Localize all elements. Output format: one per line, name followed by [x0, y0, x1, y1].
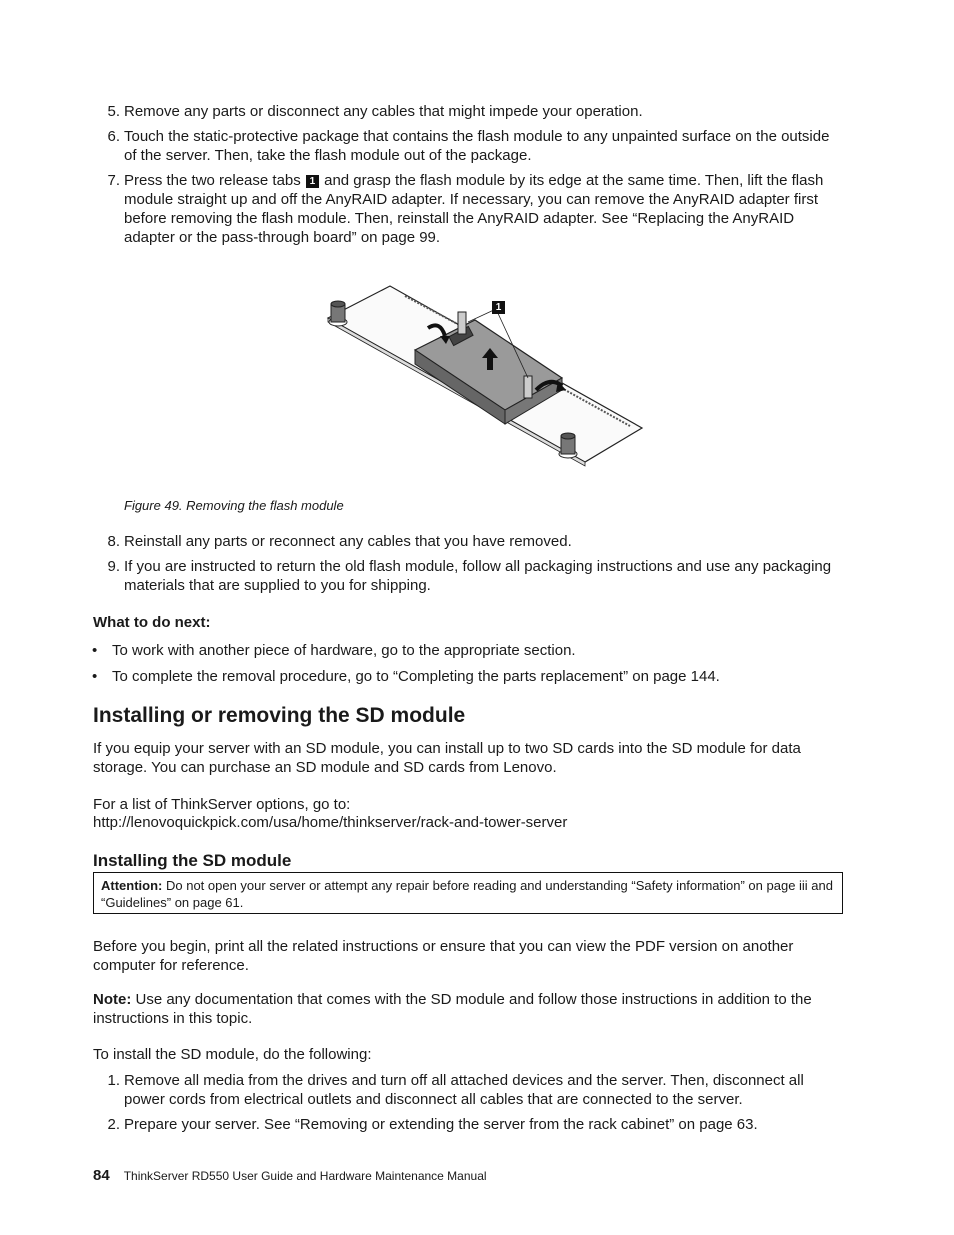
- step-text: [124, 171, 846, 247]
- step-text: Touch the static-protective package that contains the flash module to any unpainted surface on the outside of the server. Then, take the flash module out of the package.: [124, 128, 830, 164]
- callout-marker: 1: [306, 175, 319, 188]
- bullet-text: To work with another piece of hardware, go to the appropriate section.: [112, 642, 576, 659]
- section-title: Installing or removing the SD module: [93, 704, 466, 727]
- figure-callout-marker: 1: [492, 301, 505, 314]
- before-begin: Before you begin, print all the related instructions or ensure that you can view the PDF version on another computer for reference.: [93, 938, 794, 974]
- step-number: 6.: [107, 128, 120, 145]
- bullet-text: To complete the removal procedure, go to “Completing the parts replacement” on page 144.: [112, 668, 720, 685]
- bullet-dot: •: [92, 668, 98, 685]
- subsection-title: Installing the SD module: [93, 851, 292, 870]
- step-number: 5.: [107, 103, 120, 120]
- attention-label: Attention:: [101, 878, 163, 893]
- flash-module-illustration: [300, 278, 660, 478]
- step-text: Reinstall any parts or reconnect any cables that you have removed.: [124, 533, 572, 550]
- step-number: 1.: [107, 1072, 120, 1089]
- step-text-after: and grasp the flash module by its edge at the same time. Then, lift the flash module straight up and off the AnyRAID adapter. If necessary, you can remove the AnyRAID adapter first before removing the flash module. Then, reinstall the AnyRAID adapter. See “Replacing the AnyRAID adapter or the pass-through board” on page 99.: [124, 172, 824, 246]
- page-number: 84: [93, 1167, 110, 1184]
- what-next-heading: What to do next:: [93, 614, 211, 631]
- step-text: Remove any parts or disconnect any cables that might impede your operation.: [124, 103, 643, 120]
- thumbscrew-left: [329, 301, 347, 326]
- step-number: 7.: [107, 172, 120, 189]
- options-line: For a list of ThinkServer options, go to:: [93, 796, 351, 813]
- attention-text: Do not open your server or attempt any repair before reading and understanding “Safety information” on page iii and “Guidelines” on page 61.: [101, 878, 833, 910]
- attention-box: [93, 872, 843, 914]
- options-url: http://lenovoquickpick.com/usa/home/thinkserver/rack-and-tower-server: [93, 814, 568, 831]
- bullet-dot: •: [92, 642, 98, 659]
- note-label: Note:: [93, 991, 132, 1008]
- step-number: 2.: [107, 1116, 120, 1133]
- flash-module-figure: [300, 278, 660, 478]
- step-number: 8.: [107, 533, 120, 550]
- footer-title: ThinkServer RD550 User Guide and Hardware Maintenance Manual: [123, 1169, 487, 1183]
- step-text: If you are instructed to return the old flash module, follow all packaging instructions and use any packaging materials that are supplied to you for shipping.: [124, 558, 832, 594]
- step-text-before: Press the two release tabs: [124, 172, 301, 189]
- section-intro: If you equip your server with an SD module, you can install up to two SD cards into the SD module for data storage. You can purchase an SD module and SD cards from Lenovo.: [93, 740, 801, 776]
- step-text: Remove all media from the drives and turn off all attached devices and the server. Then, disconnect all power cords from electrical outlets and disconnect all cables that are connected to the server.: [124, 1072, 804, 1108]
- thumbscrew-right: [559, 433, 577, 458]
- lead-in: To install the SD module, do the following:: [93, 1046, 372, 1063]
- figure-caption: Figure 49. Removing the flash module: [124, 498, 344, 513]
- page-footer: [93, 1166, 487, 1186]
- note: [93, 990, 853, 1028]
- step-number: 9.: [107, 558, 120, 575]
- step-text: Prepare your server. See “Removing or extending the server from the rack cabinet” on page 63.: [124, 1116, 758, 1133]
- note-text: Use any documentation that comes with the SD module and follow those instructions in addition to the instructions in this topic.: [93, 991, 812, 1027]
